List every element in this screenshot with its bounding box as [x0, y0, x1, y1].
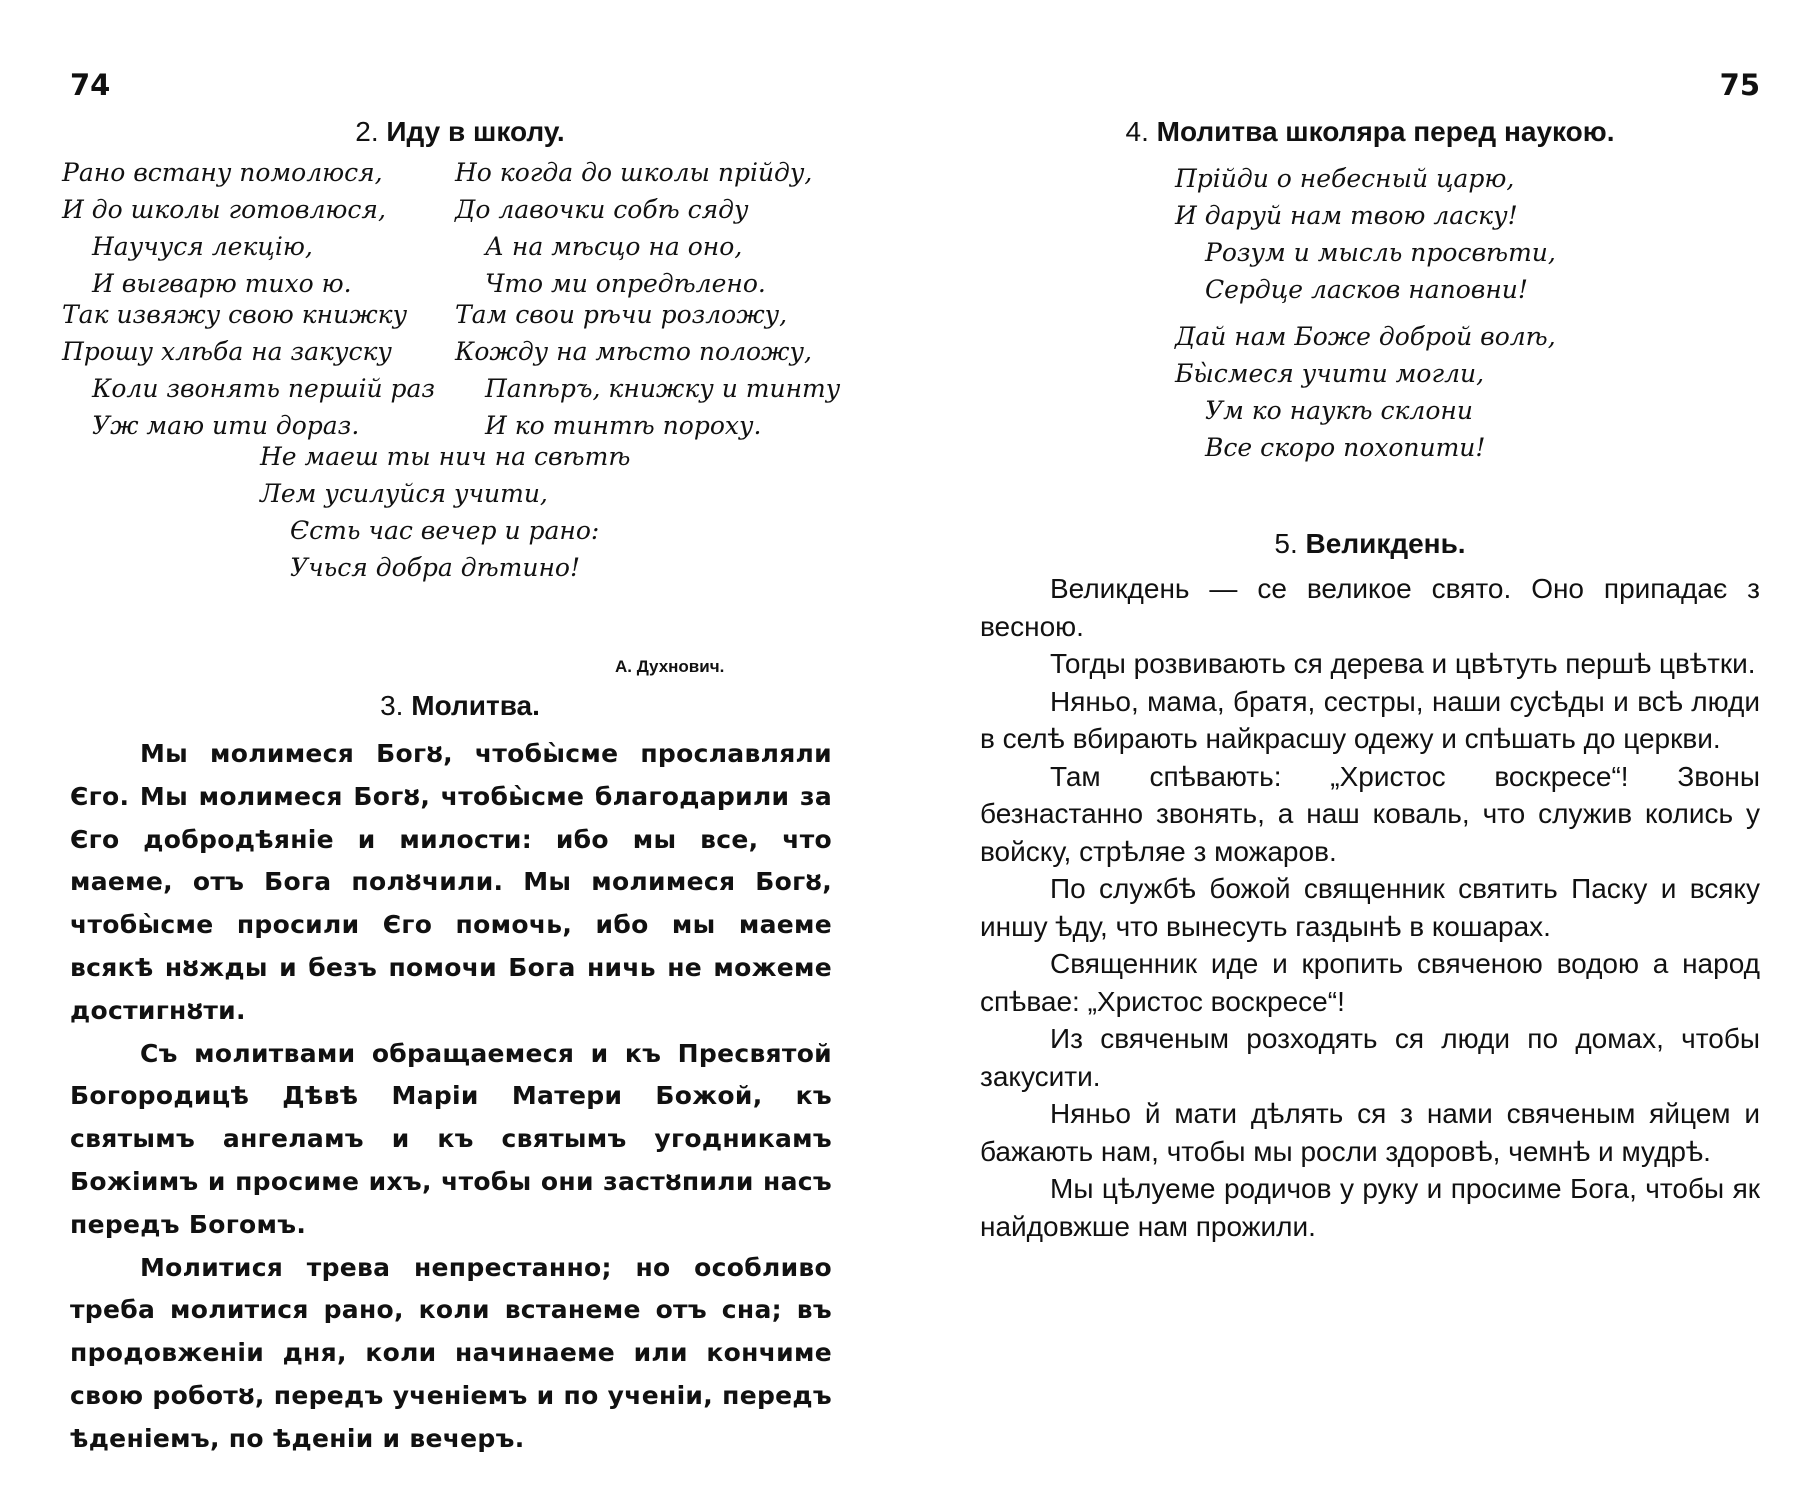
verse-line: И ко тинтѣ пороху. [485, 411, 762, 440]
verse-line: Лем усилуйся учити, [260, 479, 548, 508]
author-signature: А. Духнович. [615, 657, 725, 676]
easter-paragraph: По службѣ божой священник святить Паску и всяку иншу ѣду, что вынесуть газдынѣ в кошарах. [980, 873, 1760, 942]
verse-line: Уж маю ити дораз. [92, 411, 360, 440]
heading-number: 2. [355, 116, 379, 147]
prayer-paragraph: Мы молимеся Богȣ, чтобы̀сме прославляли Єго. Мы молимеся Богȣ, чтобы̀сме благодарили за Єго добродѣяніе и милости: ибо мы все, что маеме, отъ Бога полȣчили. Мы молимеся Богȣ, чтобы̀сме просили Єго помочь, ибо мы маеме всякѣ нȣжды и безъ помочи Бога ничь не можеме достигнȣти. [70, 739, 832, 1025]
verse-line: И выгварю тихо ю. [92, 269, 352, 298]
easter-paragraph: Няньо, мама, братя, сестры, наши сусѣды и всѣ люди в селѣ вбирають найкрасшу одежу и спѣшать до церкви. [980, 685, 1760, 754]
easter-paragraph: Тогды розвивають ся дерева и цвѣтуть першѣ цвѣтки. [1050, 648, 1756, 679]
easter-heading [980, 528, 1760, 560]
easter-paragraph: Великдень — се великое свято. Оно припадає з весною. [980, 573, 1760, 642]
heading-number: 4. [1125, 116, 1149, 147]
poem-heading-molytva-shkolyara [980, 116, 1760, 148]
page-number-left: 74 [70, 68, 111, 102]
easter-paragraph: Из свяченым розходять ся люди по домах, чтобы закусити. [980, 1023, 1760, 1092]
verse-line: Рано встану помолюся, [62, 158, 383, 187]
verse-line: И до школы готовлюся, [62, 195, 386, 224]
verse-line: Все скоро похопити! [1205, 433, 1486, 462]
verse-line: Бы̀смеся учити могли, [1175, 359, 1485, 388]
verse-line: Коли звонять першій раз [92, 374, 436, 403]
easter-paragraph: Священник иде и кропить свяченою водою а народ спѣвае: „Христос воскресе“! [980, 948, 1760, 1017]
verse-line: Кожду на мѣсто положу, [455, 337, 812, 366]
heading-title: Иду в школу. [386, 116, 565, 147]
easter-paragraph: Там спѣвають: „Христос воскресе“! Звоны безнастанно звонять, а наш коваль, что служив колись у войску, стрѣляе з можаров. [980, 760, 1760, 867]
poem-heading-ydu-v-shkolu [70, 116, 850, 148]
verse-line: Прошу хлѣба на закуску [62, 337, 392, 366]
verse-line: А на мѣсцо на оно, [485, 232, 743, 261]
verse-line: Там свои рѣчи розложу, [455, 300, 788, 329]
prayer-text [70, 733, 832, 1461]
heading-title: Великдень. [1305, 528, 1466, 559]
poem2-stanza2 [1175, 318, 1556, 466]
left-page [62, 0, 850, 1500]
verse-line: И даруй нам твою ласку! [1175, 201, 1518, 230]
easter-paragraph: Няньо й мати дѣлять ся з нами свяченым яйцем и бажають нам, чтобы мы росли здоровѣ, чемнѣ и мудрѣ. [980, 1098, 1760, 1167]
stanza1-col1 [62, 154, 386, 302]
prayer-heading [70, 690, 850, 722]
stanza2-col2 [455, 296, 840, 444]
verse-line: Научуся лекцію, [92, 232, 313, 261]
verse-line: Папѣръ, книжку и тинту [485, 374, 841, 403]
verse-line: Так извяжу свою книжку [62, 300, 408, 329]
verse-line: Ум ко наукѣ склони [1205, 396, 1473, 425]
stanza1-col2 [455, 154, 812, 302]
verse-line: Прійди о небесный царю, [1175, 164, 1515, 193]
verse-line: Но когда до школы прійду, [455, 158, 813, 187]
verse-line: Не маеш ты нич на свѣтѣ [260, 442, 631, 471]
prayer-paragraph: Молитися трева непрестанно; но особливо треба молитися рано, коли встанеме отъ сна; въ продовженіи дня, коли начинаеме или кончиме свою роботȣ, передъ ученіемъ и по ученіи, передъ ѣденіемъ, по ѣденіи и вечеръ. [70, 1252, 832, 1453]
right-page [980, 0, 1760, 1500]
easter-text [980, 570, 1760, 1245]
easter-paragraph: Мы цѣлуеме родичов у руку и просиме Бога, чтобы як найдовжше нам прожили. [980, 1173, 1760, 1242]
verse-line: Учься добра дѣтино! [290, 553, 581, 582]
verse-line: Розум и мысль просвѣти, [1205, 238, 1556, 267]
heading-number: 5. [1274, 528, 1298, 559]
verse-line: Дай нам Боже доброй волѣ, [1175, 322, 1556, 351]
heading-title: Молитва. [411, 690, 540, 721]
stanza2-col1 [62, 296, 435, 444]
page-number-right: 75 [1719, 68, 1760, 102]
prayer-paragraph: Съ молитвами обращаемеся и къ Пресвятой Богородицѣ Дѣвѣ Маріи Матери Божой, къ святымъ ангеламъ и къ святымъ угодникамъ Божіимъ и просиме ихъ, чтобы они застȣпили насъ передъ Богомъ. [70, 1038, 832, 1239]
verse-line: До лавочки собѣ сяду [455, 195, 749, 224]
verse-line: Єсть час вечер и рано: [290, 516, 600, 545]
poem2-stanza1 [1175, 160, 1556, 308]
verse-line: Сердце ласков наповни! [1205, 275, 1528, 304]
verse-line: Что ми опредѣлено. [485, 269, 766, 298]
heading-title: Молитва школяра перед наукою. [1156, 116, 1615, 147]
stanza3 [260, 438, 630, 586]
heading-number: 3. [380, 690, 404, 721]
